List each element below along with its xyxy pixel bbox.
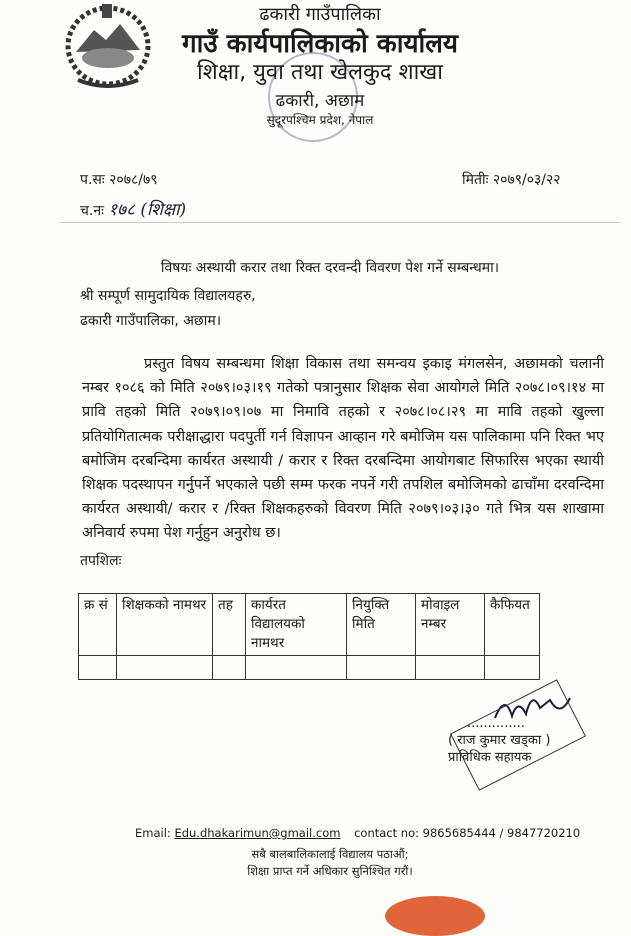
email-link[interactable]: Edu.dhakarimun@gmail.com: [174, 826, 341, 840]
slogan-line2: शिक्षा प्राप्त गर्ने अधिकार सुनिश्चित गरौं।: [247, 864, 413, 878]
subject-line: विषयः अस्थायी करार तथा रिक्त दरवन्दी विवरण पेश गर्ने सम्बन्धमा।: [160, 260, 500, 276]
email-label: Email:: [135, 826, 171, 840]
header-mobile-number: मोवाइल नम्बर: [416, 594, 485, 656]
signature-dots: ..............: [467, 716, 525, 731]
contact-numbers: contact no: 9865685444 / 9847720210: [354, 826, 581, 840]
slogan-line1: सबै बालबालिकालाई विद्यालय पठाऔं;: [251, 847, 409, 861]
header-level: तह: [213, 594, 246, 656]
dispatch-handwritten: १७८ (शिक्षा): [108, 200, 187, 220]
table-cell: [246, 656, 347, 680]
table-row: [79, 656, 540, 680]
divider: [60, 222, 620, 223]
header-appointment-date: नियुक्ति मिति: [347, 594, 416, 656]
header-teacher-name: शिक्षकको नामथर: [117, 594, 213, 656]
header-remarks: कैफियत: [485, 594, 540, 656]
addressee-line2: ढकारी गाउँपालिका, अछाम।: [80, 313, 222, 329]
table-cell: [347, 656, 416, 680]
addressee-line1: श्री सम्पूर्ण सामुदायिक विद्यालयहरु,: [80, 288, 256, 304]
province: सुदूरपश्चिम प्रदेश, नेपाल: [266, 113, 374, 127]
signatory-name: ( राज कुमार खड्का ): [448, 733, 551, 748]
orange-stamp: [385, 896, 485, 936]
table-cell: [416, 656, 485, 680]
letter-date: मितीः २०७९/०३/२२: [462, 172, 561, 188]
table-cell: [79, 656, 117, 680]
office-name: गाउँ कार्यपालिकाको कार्यालय: [182, 29, 458, 59]
teacher-details-table: [78, 593, 540, 680]
municipality-name: ढकारी गाउँपालिका: [259, 4, 381, 25]
header-serial: क्र सं: [79, 594, 117, 656]
table-cell: [213, 656, 246, 680]
dispatch-number: [80, 197, 186, 220]
table-header-row: [79, 594, 540, 656]
dispatch-label: च.नः: [80, 203, 104, 219]
table-cell: [117, 656, 213, 680]
section-name: शिक्षा, युवा तथा खेलकुद शाखा: [197, 60, 443, 85]
reference-number: प.सः २०७८/७९: [80, 172, 158, 188]
signatory-title: प्राविधिक सहायक: [448, 750, 532, 765]
details-label: तपशिलः: [80, 553, 122, 569]
footer-contact: [135, 826, 580, 840]
header-school-name: कार्यरत विद्यालयको नामथर: [246, 594, 347, 656]
location: ढकारी, अछाम: [275, 91, 365, 111]
body-paragraph: प्रस्तुत विषय सम्बन्धमा शिक्षा विकास तथा समन्वय इकाइ मंगलसेन, अछामको चलानी नम्बर १०८६ को मिति २०७९।०३।१९ गतेको पत्रानुसार शिक्षक सेवा आयोगले मिति २०७८।०९।१४ मा प्रावि तहको मिति २०७९।०९।०७ मा निमावि तहको र २०७८।०८।२९ मा मावि तहको खुल्ला प्रतियोगितात्मक परीक्षाद्धारा पदपुर्ती गर्न विज्ञापन आव्हान गरे बमोजिम यस पालिकामा पनि रिक्त भए बमोजिम दरबन्दिमा कार्यरत अस्थायी / करार र रिक्त दरबन्दिमा आयोगबाट सिफारिस भएका स्थायी शिक्षक पदस्थापन गर्नुपर्ने भएकाले पछी सम्म फरक नपर्ने गरी तपशिल बमोजिमको ढाचाँमा दरवन्दिमा कार्यरत अस्थायी/ करार र /रिक्त शिक्षकहरुको विवरण मिति २०७९।०३।३० गते भित्र यस शाखामा अनिवार्य रुपमा पेश गर्नुहुन अनुरोध छ।: [82, 356, 604, 542]
table-cell: [485, 656, 540, 680]
